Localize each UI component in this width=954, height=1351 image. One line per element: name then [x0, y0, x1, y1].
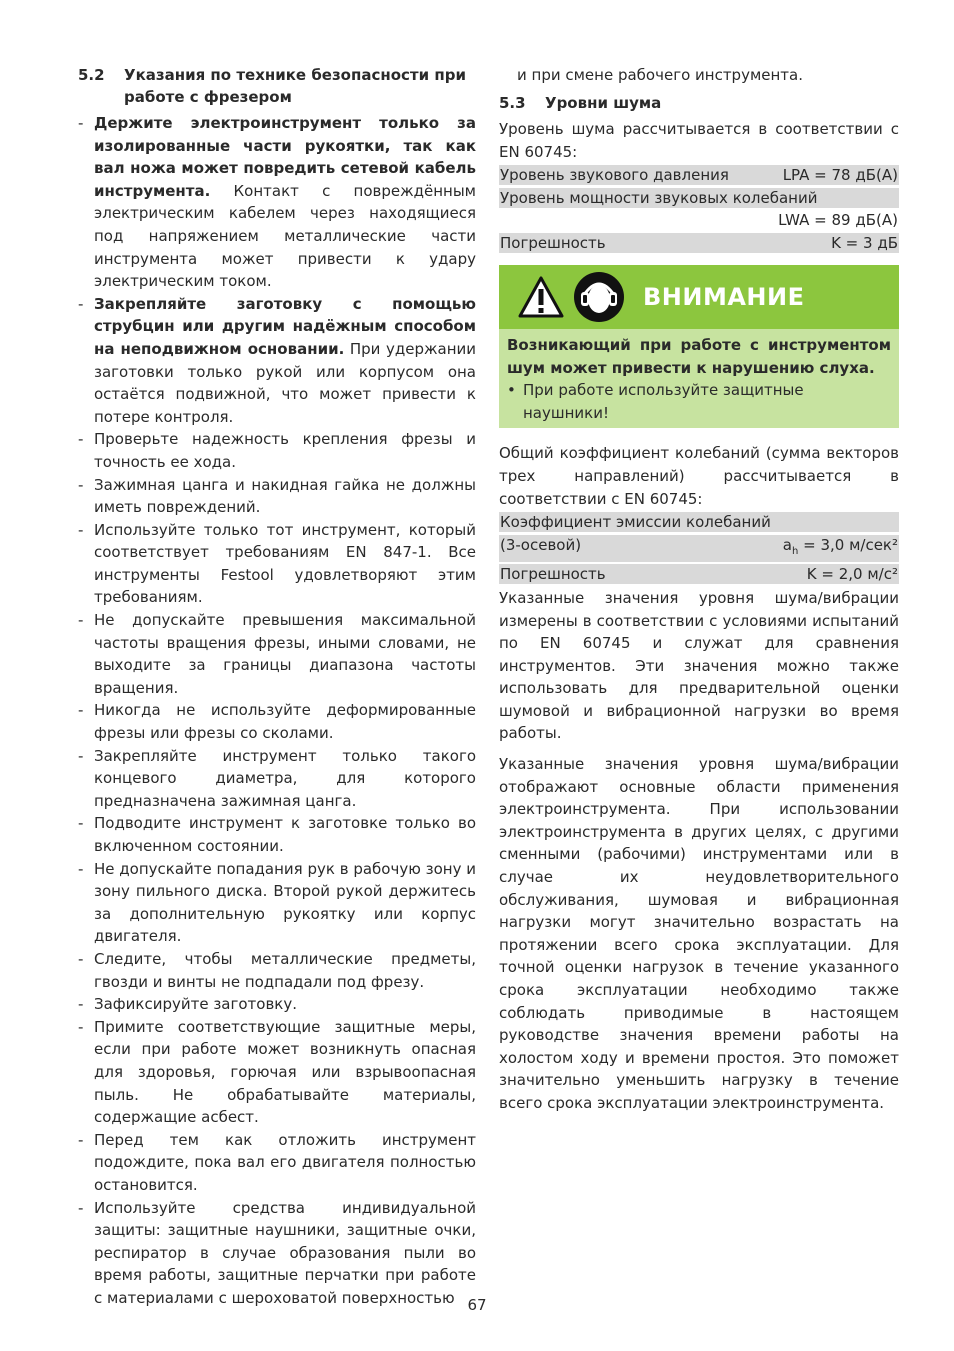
list-item	[78, 428, 476, 473]
list-item	[78, 993, 476, 1016]
noise-row	[499, 210, 899, 230]
noise-table	[499, 165, 899, 253]
noise-row	[499, 165, 899, 185]
vibration-label: (3-осевой)	[500, 535, 582, 554]
dash-marker: -	[78, 746, 84, 765]
noise-label: Уровень мощности звуковых колебаний	[500, 188, 818, 207]
item-text: Зафиксируйте заготовку.	[94, 995, 298, 1014]
item-text: Примите соответствующие защитные меры, если при работе может возникнуть опасная для здоровья, горючая или взрывоопасная пыль. Не обрабатывайте материалы, содержащие асбест.	[94, 1017, 476, 1127]
item-text: Подводите инструмент к заготовке только во включенном состоянии.	[94, 814, 476, 855]
dash-marker: -	[78, 1198, 84, 1217]
warning-item-text: При работе используйте защитные наушники!	[523, 381, 804, 422]
section-title: Указания по технике безопасности при работе с фрезером	[124, 66, 466, 106]
warning-box	[499, 265, 899, 428]
dash-marker: -	[78, 114, 84, 132]
list-item	[78, 112, 476, 293]
dash-marker: -	[78, 611, 84, 630]
vibration-value: K = 2,0 м/с²	[806, 565, 898, 584]
section-number: 5.3	[499, 94, 526, 112]
dash-marker: -	[78, 294, 84, 313]
item-text: Никогда не используйте деформированные фрезы или фрезы со сколами.	[94, 701, 476, 743]
paragraph: Указанные значения уровня шума/вибрации отображают основные области применения электроинструмента. При использовании электроинструмента в других целях, с другими сменными (рабочими) инструментами или в случае их неудовлетворительного обслуживания, шумовая и вибрационная нагрузки могут значительно возрастать на протяжении всего срока эксплуатации. Для точной оценки нагрузок в течение указанного срока эксплуатации необходимо также соблюдать приводимые в настоящем руководстве значения времени работы на холостом ходу и времени простоя. Это поможет значительно уменьшить нагрузку в течение всего срока эксплуатации электроинструмента.	[499, 755, 899, 1112]
ear-protection-icon	[573, 271, 625, 323]
list-item	[78, 699, 476, 744]
dash-marker: -	[78, 430, 84, 449]
dash-marker: -	[78, 995, 84, 1014]
bullet-dot: •	[507, 381, 516, 400]
noise-row	[499, 188, 899, 208]
vibration-row	[499, 535, 899, 562]
item-text: Зажимная цанга и накидная гайка не должны иметь повреждений.	[94, 475, 476, 517]
noise-label: Уровень звукового давления	[500, 166, 729, 185]
item-text: Не допускайте попадания рук в рабочую зону и зону пильного диска. Второй рукой держитесь за дополнительную рукоятку или корпус двигателя.	[94, 859, 476, 946]
safety-list	[78, 112, 476, 1309]
dash-marker: -	[78, 1130, 84, 1149]
vibration-row	[499, 512, 899, 532]
dash-marker: -	[78, 520, 84, 539]
vibration-label: Коэффициент эмиссии колебаний	[500, 513, 771, 532]
warning-body	[499, 329, 899, 428]
dash-marker: -	[78, 859, 84, 878]
item-text: Не допускайте превышения максимальной частоты вращения фрезы, иными словами, не выходите за границы диапазона частоты вращения.	[94, 611, 476, 697]
paragraph: Указанные значения уровня шума/вибрации измерены в соответствии с условиями испытаний по EN 60745 и служат для сравнения инструментов. Эти значения можно также использовать для предварительной оценки шумовой и вибрационной нагрузки во время работы.	[499, 588, 899, 743]
vibration-table	[499, 512, 899, 584]
noise-row	[499, 233, 899, 253]
section-5-2-heading	[78, 64, 476, 108]
item-text: Закрепляйте инструмент только такого концевого диаметра, для которого предназначена зажимная цанга.	[94, 746, 476, 810]
page-number: 67	[467, 1296, 487, 1314]
left-column	[78, 64, 476, 1309]
list-item	[78, 812, 476, 857]
list-item	[78, 474, 476, 519]
warning-header	[499, 265, 899, 329]
list-item	[78, 858, 476, 948]
item-text: Следите, чтобы металлические предметы, гвозди и винты не подпадали под фрезу.	[94, 949, 476, 991]
item-bold-text: Закрепляйте заготовку с помощью струбцин или другим надёжным способом на неподвижном основании.	[94, 294, 476, 358]
dash-marker: -	[78, 475, 84, 494]
noise-value: LWA = 89 дБ(A)	[778, 211, 898, 230]
dash-marker: -	[78, 1017, 84, 1036]
noise-label: Погрешность	[500, 233, 606, 252]
dash-marker: -	[78, 814, 84, 833]
list-item	[78, 609, 476, 699]
item-bold-text: Держите электроинструмент только за изолированные части рукоятки, так как вал ножа может повредить сетевой кабель инструмента.	[94, 114, 476, 200]
vibration-row	[499, 564, 899, 584]
noise-intro: Уровень шума рассчитывается в соответствии с EN 60745:	[499, 120, 899, 161]
item-text: Используйте только тот инструмент, который соответствует требованиям EN 847-1. Все инструменты Festool удовлетворяют этим требованиям.	[94, 520, 476, 607]
right-column	[499, 64, 899, 1115]
list-item	[78, 1197, 476, 1310]
list-item	[78, 948, 476, 993]
vibration-value: $a_h = 3,0$ м/сек²	[782, 535, 898, 557]
list-item	[78, 1129, 476, 1197]
vibration-intro: Общий коэффициент колебаний (сумма векторов трех направлений) рассчитывается в соответствии с EN 60745:	[499, 444, 899, 508]
list-item	[78, 745, 476, 813]
list-item	[78, 293, 476, 429]
item-text: Перед тем как отложить инструмент подождите, пока вал его двигателя полностью остановится.	[94, 1130, 476, 1194]
section-5-3-heading	[499, 92, 899, 114]
warning-text: Возникающий при работе с инструментом шум может привести к нарушению слуха.	[507, 335, 891, 377]
vibration-label: Погрешность	[500, 565, 606, 584]
continuation-text: и при смене рабочего инструмента.	[517, 66, 804, 84]
list-item	[78, 519, 476, 609]
noise-value: LPA = 78 дБ(A)	[782, 166, 898, 185]
dash-marker: -	[78, 949, 84, 968]
section-number: 5.2	[78, 66, 105, 84]
noise-value: K = 3 дБ	[831, 233, 898, 252]
section-title: Уровни шума	[545, 94, 662, 112]
warning-triangle-icon	[517, 275, 565, 319]
dash-marker: -	[78, 701, 84, 720]
item-text: Проверьте надежность крепления фрезы и точность ее хода.	[94, 430, 476, 471]
list-item	[78, 1016, 476, 1129]
item-text: Контакт с повреждённым электрическим кабелем через находящиеся под напряжением металлические части инструмента может привести к удару электрическим током.	[94, 181, 476, 291]
warning-title: ВНИМАНИЕ	[643, 282, 805, 311]
item-text: При удержании заготовки только рукой или корпусом она остаётся подвижной, что может привести к потере контроля.	[94, 339, 477, 426]
item-text: Используйте средства индивидуальной защиты: защитные наушники, защитные очки, респиратор в случае образования пыли во время работы, защитные перчатки при работе с материалами с шероховатой поверхностью	[94, 1198, 476, 1307]
warning-item	[507, 379, 891, 424]
